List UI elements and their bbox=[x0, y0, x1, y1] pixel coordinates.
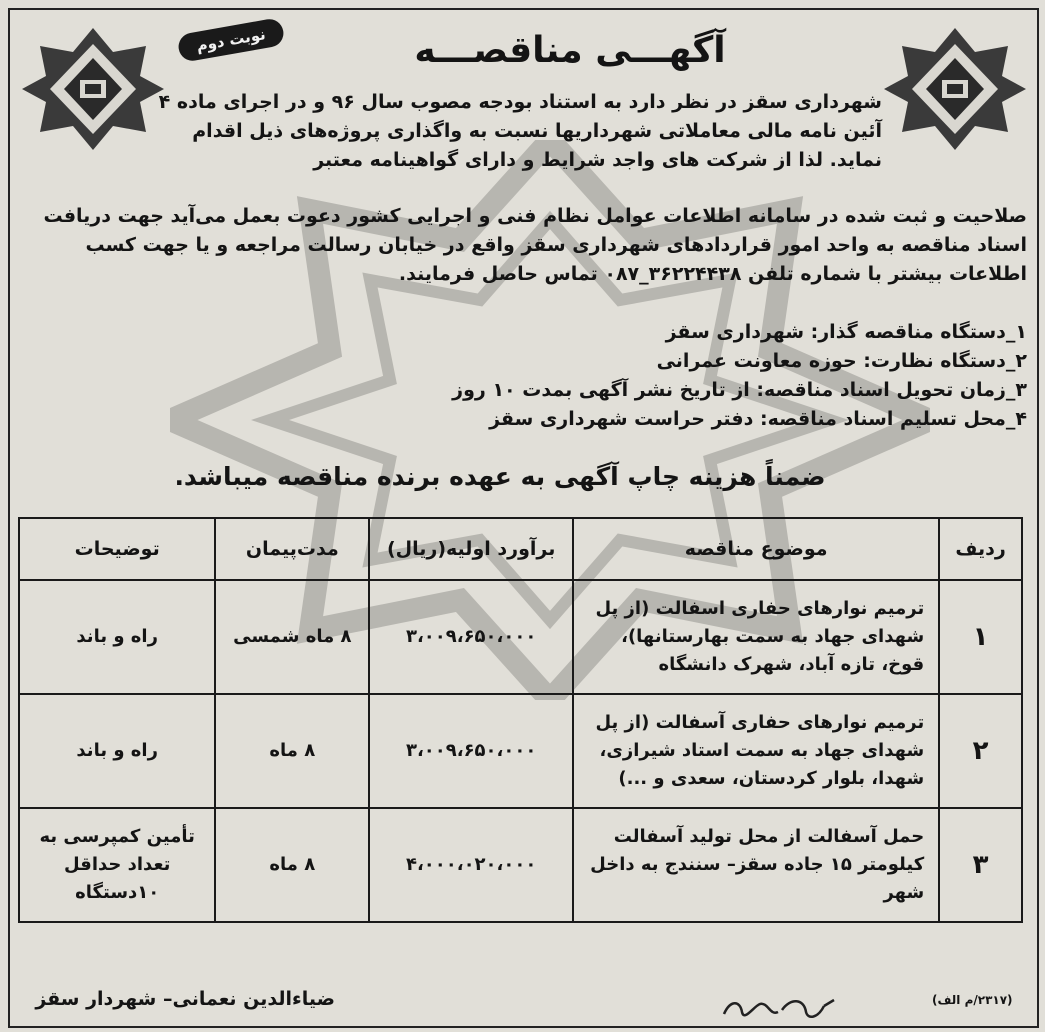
handwritten-mark bbox=[720, 992, 840, 1024]
cell-subject: ترمیم نوارهای حفاری آسفالت (از پل شهدای جهاد به سمت استاد شیرازی، شهدا، بلوار کردستان، سعدی و ...) bbox=[573, 694, 939, 808]
cell-duration: ۸ ماه bbox=[215, 808, 369, 922]
header-duration: مدت‌پیمان bbox=[215, 518, 369, 580]
header-notes: توضیحات bbox=[19, 518, 215, 580]
ornament-emblem-icon bbox=[18, 24, 168, 154]
page-title: آگهـــی مناقصـــه bbox=[414, 30, 726, 71]
cell-estimate: ۳،۰۰۹،۶۵۰،۰۰۰ bbox=[369, 694, 573, 808]
header-subject: موضوع مناقصه bbox=[573, 518, 939, 580]
tender-conditions-list bbox=[27, 318, 1027, 434]
cell-row-number: ۲ bbox=[939, 694, 1022, 808]
list-item: ۴_محل تسلیم اسناد مناقصه: دفتر حراست شهرداری سقز bbox=[489, 408, 1027, 430]
publication-round-badge: نوبت دوم bbox=[176, 17, 285, 63]
cell-row-number: ۱ bbox=[939, 580, 1022, 694]
cell-notes: تأمین کمپرسی به تعداد حداقل ۱۰دستگاه bbox=[19, 808, 215, 922]
list-item: ۱_دستگاه مناقصه گذار: شهرداری سقز bbox=[665, 321, 1027, 343]
tender-table bbox=[18, 517, 1023, 923]
cell-notes: راه و باند bbox=[19, 580, 215, 694]
advertising-cost-note: ضمناً هزینه چاپ آگهی به عهده برنده مناقصه میباشد. bbox=[174, 462, 826, 491]
cell-estimate: ۳،۰۰۹،۶۵۰،۰۰۰ bbox=[369, 580, 573, 694]
header-estimate: برآورد اولیه(ریال) bbox=[369, 518, 573, 580]
cell-subject: ترمیم نوارهای حفاری اسفالت (از پل شهدای جهاد به سمت بهارستانها)، قوخ، تازه آباد، شهرک دانشگاه bbox=[573, 580, 939, 694]
signature-line: ضیاءالدین نعمانی– شهردار سقز bbox=[35, 988, 335, 1010]
cell-row-number: ۳ bbox=[939, 808, 1022, 922]
cell-estimate: ۴،۰۰۰،۰۲۰،۰۰۰ bbox=[369, 808, 573, 922]
table-row bbox=[19, 580, 1022, 694]
cell-notes: راه و باند bbox=[19, 694, 215, 808]
intro-paragraph-part1: شهرداری سقز در نظر دارد به استناد بودجه مصوب سال ۹۶ و در اجرای ماده ۴ آئین نامه مالی معاملاتی شهرداریها نسبت به واگذاری پروژه‌های ذیل اقدام نماید. لذا از شرکت های واجد شرایط و دارای گواهینامه معتبر bbox=[158, 91, 882, 171]
ad-code: (۲۳۱۷/م الف) bbox=[932, 993, 1013, 1007]
intro-paragraph-part2: صلاحیت و ثبت شده در سامانه اطلاعات عوامل نظام فنی و اجرایی کشور دعوت بعمل می‌آید جهت دریافت اسناد مناقصه به واحد امور قراردادهای شهرداری سقز واقع در خیابان رسالت مراجعه و یا جهت کسب اطلاعات بیشتر با شماره تلفن ۳۶۲۲۴۴۳۸_۰۸۷ تماس حاصل فرمایند. bbox=[43, 205, 1027, 285]
table-header-row bbox=[19, 518, 1022, 580]
header-row-number: ردیف bbox=[939, 518, 1022, 580]
list-item: ۳_زمان تحویل اسناد مناقصه: از تاریخ نشر آگهی بمدت ۱۰ روز bbox=[452, 379, 1027, 401]
cell-subject: حمل آسفالت از محل تولید آسفالت کیلومتر ۱۵ جاده سقز– سنندج به داخل شهر bbox=[573, 808, 939, 922]
cell-duration: ۸ ماه bbox=[215, 694, 369, 808]
table-row bbox=[19, 694, 1022, 808]
ornament-emblem-icon bbox=[880, 24, 1030, 154]
table-row bbox=[19, 808, 1022, 922]
list-item: ۲_دستگاه نظارت: حوزه معاونت عمرانی bbox=[656, 350, 1027, 372]
cell-duration: ۸ ماه شمسی bbox=[215, 580, 369, 694]
